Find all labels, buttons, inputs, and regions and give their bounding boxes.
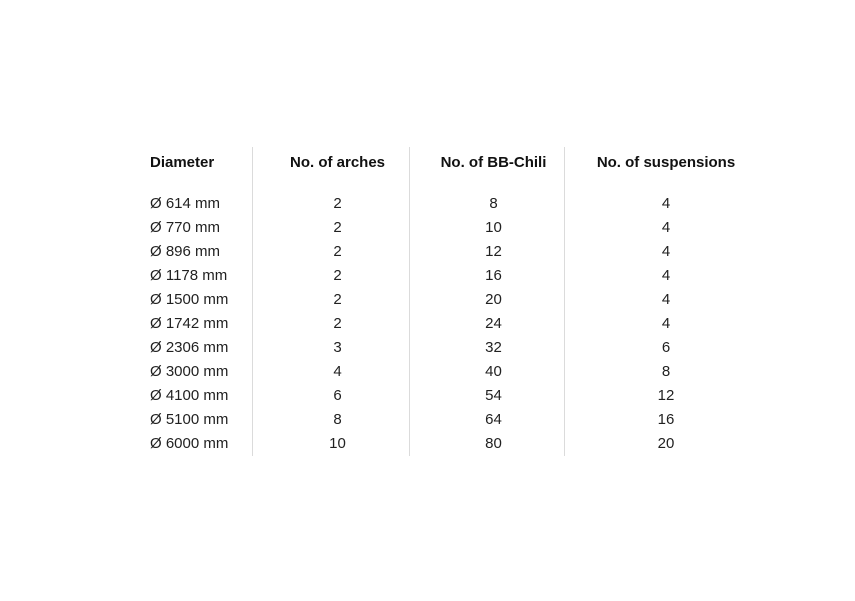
diameter-cell: Ø 896 mm (150, 243, 221, 260)
arches-cell: 10 (252, 432, 409, 456)
header-cell-arches: No. of arches (252, 147, 409, 192)
specifications-table (145, 147, 754, 456)
header-cell-suspensions: No. of suspensions (564, 147, 754, 192)
suspensions-cell: 4 (564, 288, 754, 312)
header-cell-diameter: Diameter (150, 154, 215, 171)
arches-cell: 2 (252, 264, 409, 288)
diameter-cell: Ø 3000 mm (150, 363, 229, 380)
bb-chili-cell: 24 (409, 312, 564, 336)
suspensions-cell: 4 (564, 216, 754, 240)
diameter-cell: Ø 770 mm (150, 219, 221, 236)
arches-cell: 2 (252, 288, 409, 312)
bb-chili-cell: 32 (409, 336, 564, 360)
header-cell-bb-chili: No. of BB-Chili (409, 147, 564, 192)
arches-cell: 2 (252, 312, 409, 336)
bb-chili-cell: 8 (409, 192, 564, 216)
bb-chili-cell: 40 (409, 360, 564, 384)
suspensions-cell: 20 (564, 432, 754, 456)
diameter-cell: Ø 614 mm (150, 195, 221, 212)
diameter-cell: Ø 4100 mm (150, 387, 229, 404)
bb-chili-cell: 12 (409, 240, 564, 264)
suspensions-cell: 8 (564, 360, 754, 384)
bb-chili-cell: 16 (409, 264, 564, 288)
diameter-cell: Ø 1178 mm (150, 267, 228, 284)
bb-chili-cell: 54 (409, 384, 564, 408)
arches-cell: 4 (252, 360, 409, 384)
arches-cell: 6 (252, 384, 409, 408)
suspensions-cell: 4 (564, 264, 754, 288)
suspensions-cell: 4 (564, 312, 754, 336)
arches-cell: 3 (252, 336, 409, 360)
suspensions-cell: 16 (564, 408, 754, 432)
arches-cell: 8 (252, 408, 409, 432)
diameter-cell: Ø 1742 mm (150, 315, 229, 332)
suspensions-cell: 6 (564, 336, 754, 360)
arches-cell: 2 (252, 240, 409, 264)
diameter-cell: Ø 2306 mm (150, 339, 229, 356)
arches-cell: 2 (252, 216, 409, 240)
bb-chili-cell: 64 (409, 408, 564, 432)
diameter-cell: Ø 1500 mm (150, 291, 229, 308)
suspensions-cell: 4 (564, 192, 754, 216)
bb-chili-cell: 20 (409, 288, 564, 312)
suspensions-cell: 12 (564, 384, 754, 408)
diameter-cell: Ø 5100 mm (150, 411, 229, 428)
suspensions-cell: 4 (564, 240, 754, 264)
bb-chili-cell: 10 (409, 216, 564, 240)
diameter-cell: Ø 6000 mm (150, 435, 229, 452)
bb-chili-cell: 80 (409, 432, 564, 456)
arches-cell: 2 (252, 192, 409, 216)
